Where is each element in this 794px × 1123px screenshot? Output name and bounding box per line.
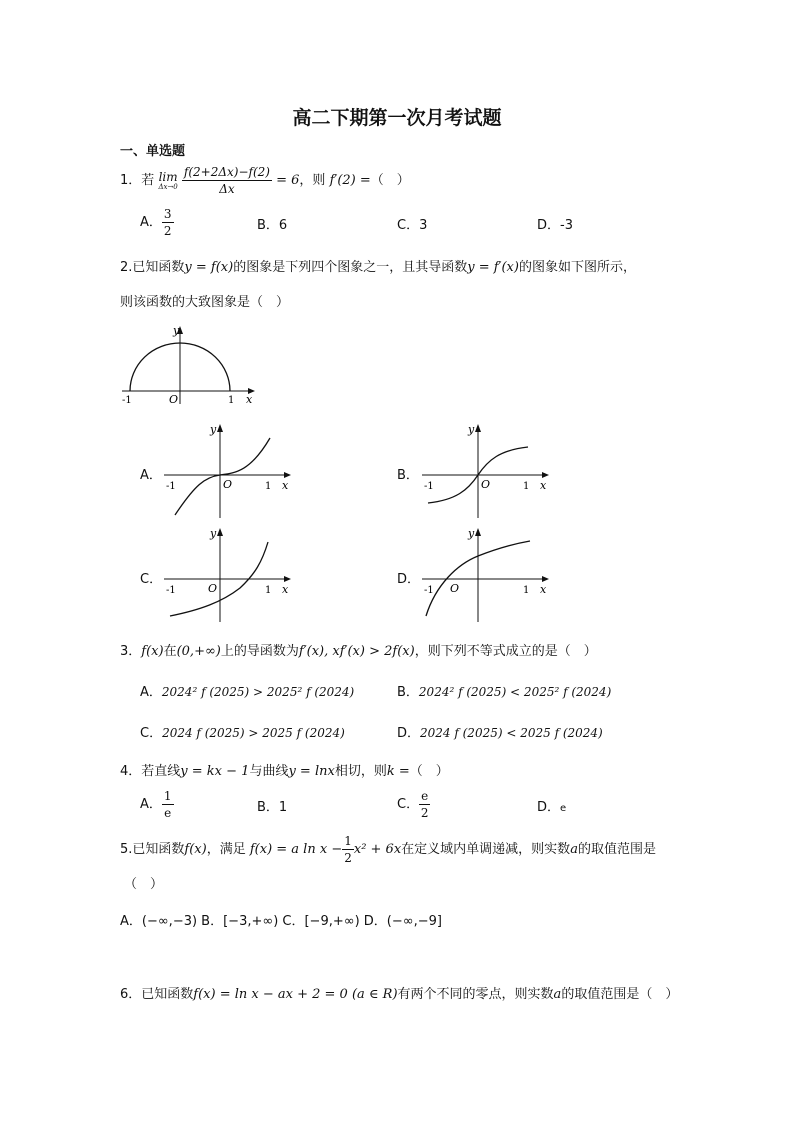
question-1 (120, 164, 410, 197)
svg-text:1: 1 (265, 585, 272, 596)
q2-option-b-label[interactable]: B． (397, 468, 419, 483)
q5-options[interactable]: A．(−∞,−3) B．[−3,+∞) C．[−9,+∞) D．(−∞,−9] (120, 914, 442, 929)
q4-option-d[interactable]: D．e (537, 800, 567, 815)
svg-text:O: O (223, 478, 233, 491)
svg-text:-1: -1 (424, 481, 434, 492)
q2-option-d-graph[interactable] (418, 524, 553, 624)
section-heading: 一、单选题 (120, 144, 186, 159)
svg-text:x: x (540, 583, 547, 596)
page-title: 高二下期第一次月考试题 (292, 107, 502, 129)
q5-paren: （ ） (124, 877, 164, 892)
q1-paren: （ ） (370, 173, 410, 188)
q1-option-a[interactable]: A． $\frac{3}{2}$ (140, 207, 172, 238)
svg-text:O: O (481, 478, 491, 491)
svg-text:1: 1 (523, 481, 530, 492)
question-4: 4．若直线y = kx − 1与曲线y = lnx相切，则k =（ ） (120, 764, 449, 779)
question-5: 5.已知函数f(x)，满足 f(x) = a ln x − $\frac{1}{2}$ x² + 6x在定义域内单调递减，则实数a的取值范围是 (120, 834, 656, 865)
q3-option-a[interactable]: A．2024² f (2025) > 2025² f (2024) (140, 685, 355, 700)
svg-text:O: O (169, 393, 179, 406)
q2-option-a-graph[interactable] (160, 420, 295, 520)
svg-text:y: y (173, 324, 180, 337)
q1-option-d[interactable]: D．-3 (537, 218, 573, 233)
svg-text:-1: -1 (122, 395, 132, 406)
q2-option-d-label[interactable]: D． (397, 572, 421, 587)
svg-text:-1: -1 (424, 585, 434, 596)
q2-option-b-graph[interactable] (418, 420, 553, 520)
svg-text:O: O (208, 582, 218, 595)
q1-option-c[interactable]: C．3 (397, 218, 428, 233)
derivative-graph (118, 322, 258, 410)
question-2: 2.已知函数y = f(x)的图象是下列四个图象之一，且其导函数y = f′(x)的图象如下图所示， (120, 260, 636, 275)
q4-option-a[interactable]: A． $\frac{1}{e}$ (140, 789, 172, 820)
svg-text:O: O (450, 582, 460, 595)
q3-option-c[interactable]: C．2024 f (2025) > 2025 f (2024) (140, 726, 345, 741)
svg-text:x: x (246, 393, 253, 406)
question-3: 3．f(x)在(0,+∞)上的导函数为f′(x), xf′(x) > 2f(x)，则下列不等式成立的是（ ） (120, 644, 597, 659)
q1-fraction: $\frac{f(2+2\Delta x)-f(2)}{\Delta x}$ (183, 165, 270, 196)
svg-text:-1: -1 (166, 481, 176, 492)
q1-equals: = 6 (276, 173, 300, 188)
q3-option-d[interactable]: D．2024 f (2025) < 2025 f (2024) (397, 726, 603, 741)
q4-option-b[interactable]: B．1 (257, 800, 288, 815)
q1-text-mid: ，则 (299, 173, 326, 188)
svg-text:x: x (282, 479, 289, 492)
svg-text:x: x (282, 583, 289, 596)
svg-text:x: x (540, 479, 547, 492)
q1-limit: lim Δx→0 (158, 169, 178, 191)
svg-text:y: y (210, 527, 217, 540)
q2-option-a-label[interactable]: A． (140, 468, 162, 483)
svg-text:1: 1 (228, 395, 235, 406)
q3-option-b[interactable]: B．2024² f (2025) < 2025² f (2024) (397, 685, 612, 700)
q1-number: 1． (120, 173, 142, 188)
question-2-line2: 则该函数的大致图象是（ ） (120, 295, 290, 310)
q1-text: 若 (141, 173, 155, 188)
svg-text:y: y (468, 423, 475, 436)
svg-text:1: 1 (523, 585, 530, 596)
svg-text:-1: -1 (166, 585, 176, 596)
q2-option-c-graph[interactable] (160, 524, 295, 624)
svg-text:1: 1 (265, 481, 272, 492)
svg-text:y: y (468, 527, 475, 540)
q1-ask: f′(2) = (329, 173, 371, 188)
question-6: 6．已知函数f(x) = ln x − ax + 2 = 0 (a ∈ R)有两个不同的零点，则实数a的取值范围是（ ） (120, 987, 679, 1002)
q1-option-b[interactable]: B．6 (257, 218, 288, 233)
q2-option-c-label[interactable]: C． (140, 572, 163, 587)
q4-option-c[interactable]: C． $\frac{e}{2}$ (397, 789, 429, 820)
svg-text:y: y (210, 423, 217, 436)
